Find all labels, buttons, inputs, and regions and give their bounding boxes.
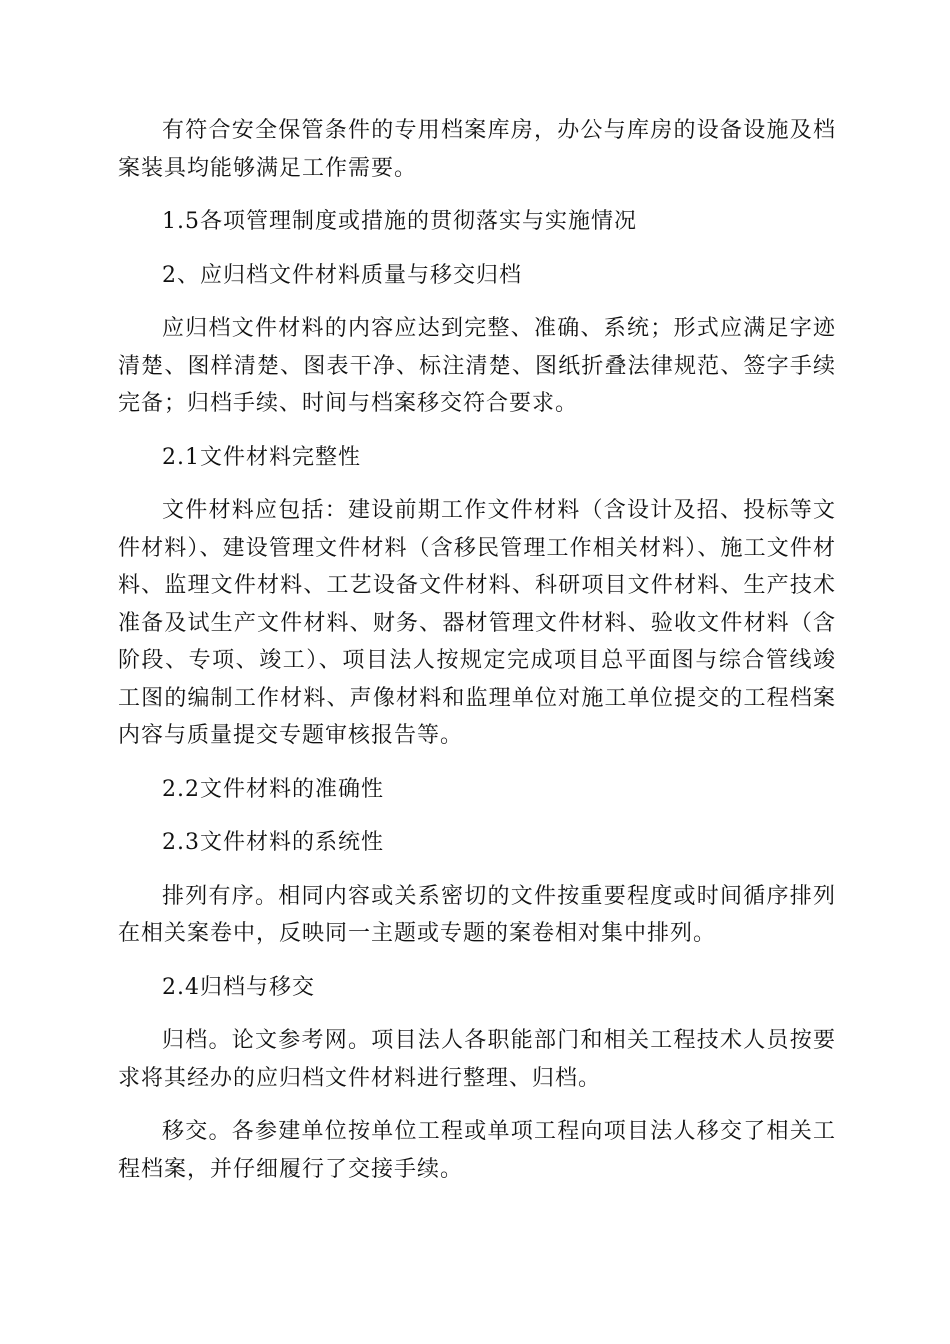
paragraph-gap bbox=[118, 423, 836, 439]
paragraph-systematic: 排列有序。相同内容或关系密切的文件按重要程度或时间循序排列在相关案卷中，反映同一主题或专题的案卷相对集中排列。 bbox=[118, 883, 836, 946]
paragraph-gap bbox=[118, 1097, 836, 1113]
paragraph-gap bbox=[118, 808, 836, 824]
paragraph-gap bbox=[118, 1006, 836, 1022]
paragraph-archiving: 归档。论文参考网。项目法人各职能部门和相关工程技术人员按要求将其经办的应归档文件材料进行整理、归档。 bbox=[118, 1028, 836, 1091]
heading-2-3: 2.3文件材料的系统性 bbox=[162, 830, 384, 855]
document-body bbox=[118, 112, 836, 1188]
heading-2: 2、应归档文件材料质量与移交归档 bbox=[162, 262, 522, 288]
paragraph-gap bbox=[118, 953, 836, 969]
paragraph-gap bbox=[118, 187, 836, 203]
paragraph-handover: 移交。各参建单位按单位工程或单项工程向项目法人移交了相关工程档案，并仔细履行了交接手续。 bbox=[118, 1119, 836, 1182]
paragraph-gap bbox=[118, 241, 836, 257]
paragraph-quality-requirements: 应归档文件材料的内容应达到完整、准确、系统；形式应满足字迹清楚、图样清楚、图表干净、标注清楚、图纸折叠法律规范、签字手续完备；归档手续、时间与档案移交符合要求。 bbox=[118, 316, 836, 416]
heading-1-5: 1.5各项管理制度或措施的贯彻落实与实施情况 bbox=[162, 209, 637, 234]
paragraph-gap bbox=[118, 476, 836, 492]
paragraph-completeness: 文件材料应包括：建设前期工作文件材料（含设计及招、投标等文件材料）、建设管理文件材料（含移民管理工作相关材料）、施工文件材料、监理文件材料、工艺设备文件材料、科研项目文件材料、生产技术准备及试生产文件材料、财务、器材管理文件材料、验收文件材料（含阶段、专项、竣工）、项目法人按规定完成项目总平面图与综合管线竣工图的编制工作材料、声像材料和监理单位对施工单位提交的工程档案内容与质量提交专题审核报告等。 bbox=[118, 498, 836, 748]
paragraph-gap bbox=[118, 294, 836, 310]
heading-2-2: 2.2文件材料的准确性 bbox=[162, 776, 384, 802]
paragraph-gap bbox=[118, 755, 836, 771]
paragraph-gap bbox=[118, 862, 836, 878]
paragraph-archive-facilities: 有符合安全保管条件的专用档案库房，办公与库房的设备设施及档案装具均能够满足工作需要。 bbox=[118, 118, 836, 181]
heading-2-1: 2.1文件材料完整性 bbox=[162, 444, 361, 470]
heading-2-4: 2.4归档与移交 bbox=[162, 974, 315, 1000]
